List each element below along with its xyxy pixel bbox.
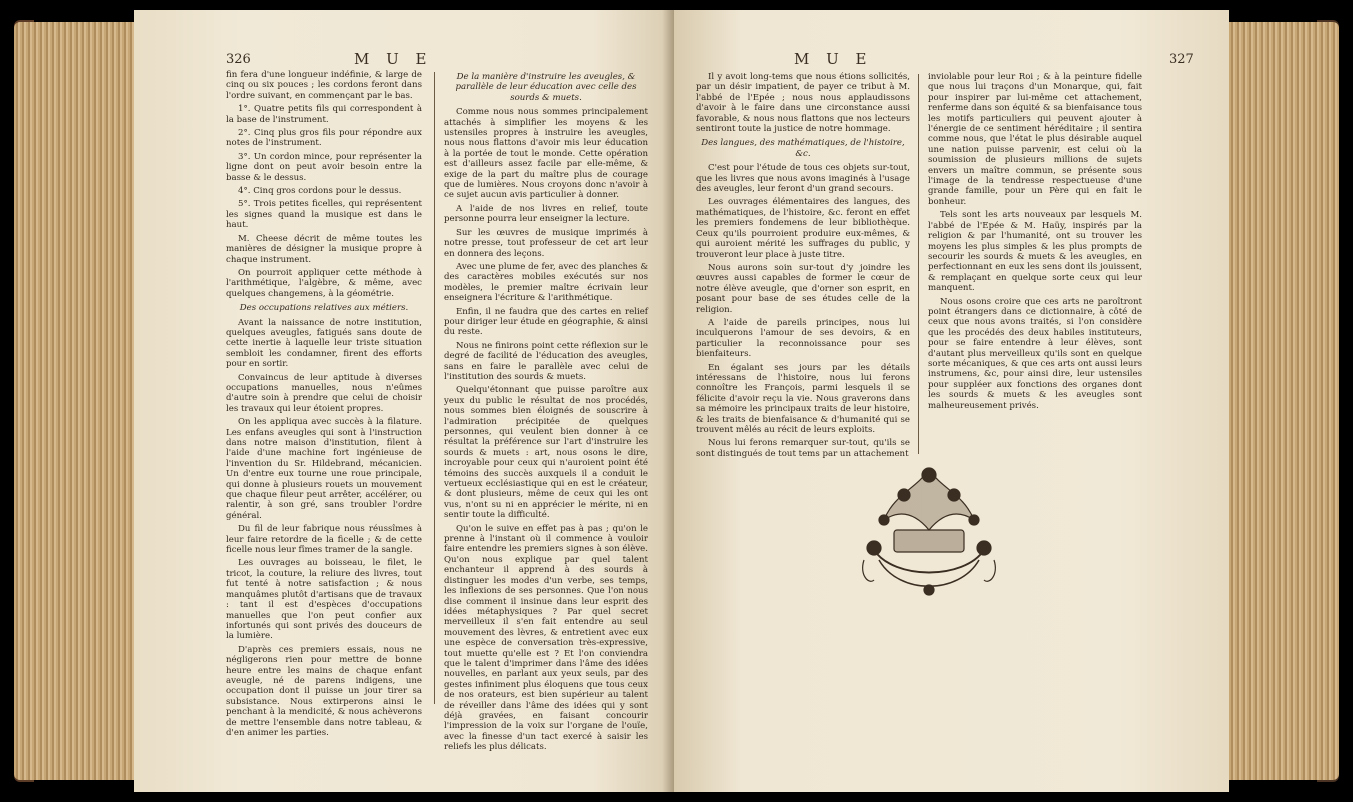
floral-vignette-icon — [854, 450, 1004, 610]
paragraph: Convaincus de leur aptitude à diverses occupations manuelles, nous n'eûmes d'autre soin à prendre que celui de choisir les travaux qui leur étoient propres. — [226, 372, 422, 414]
paragraph: Comme nous nous sommes principalement attachés à simplifier les moyens & les ustensiles propres à instruire les aveugles, nous nous flattons d'avoir mis leur éducation à la portée de tout le monde. Cette opération est d'ailleurs assez facile par elle-même, & exige de la part du maître plus de courage que de lumières. Nous croyons donc n'avoir à ce sujet aucun avis particulier à donner. — [444, 107, 648, 201]
page-number: 326 — [226, 52, 251, 67]
paragraph: Tels sont les arts nouveaux par lesquels M. l'abbé de l'Epée & M. Haüy, inspirés par la religion & par l'humanité, ont su trouver les moyens les plus simples & les plus prompts de secourir les sourds & muets & les aveugles, en perfectionnant en eux les sens dont ils jouissent, & remplaçant en quelque sorte ceux qui leur manquent. — [928, 210, 1142, 294]
paragraph: Sur les œuvres de musique imprimés à notre presse, tout professeur de cet art leur en donnera des leçons. — [444, 227, 648, 259]
paragraph: A l'aide de nos livres en relief, toute personne pourra leur enseigner la lecture. — [444, 203, 648, 225]
paragraph: 1°. Quatre petits fils qui correspondent à la base de l'instrument. — [226, 104, 422, 125]
paragraph: 2°. Cinq plus gros fils pour répondre aux notes de l'instrument. — [226, 128, 422, 149]
section-heading: Des occupations relatives aux métiers. — [239, 303, 409, 314]
right-column-2 — [928, 72, 1142, 456]
paragraph: inviolable pour leur Roi ; & à la peinture fidelle que nous lui traçons d'un Monarque, qui, fait pour inspirer par lui-même cet attachement, renferme dans son équité & sa bienfaisance tous les motifs particuliers qui peuvent ajouter à l'énergie de ce sentiment héréditaire ; il sentira comme nous, que l'état le plus désirable auquel une nation puisse parvenir, est celui où la soumission de plusieurs millions de sujets envers un maître commun, se présente sous l'image de la tendresse respectueuse d'une grande famille, pour un Père qui en fait le bonheur. — [928, 72, 1142, 207]
paragraph: Les ouvrages élémentaires des langues, des mathématiques, de l'histoire, &c. feront en effet les premiers fondemens de leur bibliothèque. Ceux qu'ils pourroient produire eux-mêmes, & qui auroient mérité les suffrages du public, y trouveront leur place à juste titre. — [696, 197, 910, 260]
paragraph: 4°. Cinq gros cordons pour le dessus. — [238, 186, 402, 197]
section-heading: De la manière d'instruire les aveugles, & parallèle de leur éducation avec celle des sourds & muets. — [455, 72, 637, 103]
paragraph: On les appliqua avec succès à la filature. Les enfans aveugles qui sont à l'instruction dans notre maison d'institution, filent à l'aide d'une machine fort ingénieuse de l'invention du Sr. Hildebrand, mécanicien. Un d'entre eux tourne une roue principale, qui donne à plusieurs rouets un mouvement que chaque fileur peut arrêter, accélérer, ou ralentir, à son gré, sans troubler l'ordre général. — [226, 417, 422, 521]
paragraph: Nous osons croire que ces arts ne paroîtront point étrangers dans ce dictionnaire, à côté de ceux que nous avons traités, si l'on considère que les procédés des deux habiles instituteurs, pour se faire entendre à leur élèves, sont d'autant plus merveilleux qu'ils sont en quelque sorte mécaniques, & que ces arts ont aussi leurs instrumens, &c, pour ainsi dire, leur ustensiles pour suppléer aux fonctions des organes dont les sourds & muets & les aveugles sont malheureusement privés. — [928, 296, 1142, 411]
column-rule — [434, 72, 435, 704]
running-head: M U E — [794, 50, 873, 68]
paragraph: 5°. Trois petites ficelles, qui représentent les signes quand la musique est dans le haut. — [226, 199, 422, 231]
paragraph: Nous lui ferons remarquer sur-tout, qu'ils se sont distingués de tout tems par un attachement — [696, 438, 910, 459]
column-rule — [918, 74, 919, 454]
page-edges-right — [1229, 22, 1339, 780]
paragraph: Nous aurons soin sur-tout d'y joindre les œuvres aussi capables de former le cœur de notre élève aveugle, que d'orner son esprit, en posant pour base de ses études celle de la religion. — [696, 262, 910, 315]
paragraph: Avec une plume de fer, avec des planches & des caractères mobiles exécutés sur nos modèles, le premier maître écrivain leur enseignera l'écriture & l'arithmétique. — [444, 261, 648, 304]
left-page — [134, 10, 674, 792]
right-column-1 — [696, 72, 910, 459]
page-number: 327 — [1169, 52, 1194, 67]
left-column-2 — [444, 72, 648, 753]
left-column-1 — [226, 70, 422, 782]
paragraph: On pourroit appliquer cette méthode à l'arithmétique, l'algèbre, & même, avec quelques changemens, à la géométrie. — [226, 267, 422, 299]
paragraph: Qu'on le suive en effet pas à pas ; qu'on le prenne à l'instant où il commence à vouloir faire entendre les premiers signes à son élève. Qu'on nous explique par quel talent enchanteur il apprend à des sourds à distinguer les modes d'un verbe, ses temps, les inflexions de ses personnes. Que l'on nous dise comment il insinue dans leur esprit des idées métaphysiques ? Par quel secret merveilleux il s'en fait entendre au seul mouvement des lèvres, & entretient avec eux une espèce de conversation très-expressive, tout muette qu'elle est ? Et l'on conviendra que le talent d'imprimer dans l'âme des idées nouvelles, en parlant aux yeux seuls, par des gestes infiniment plus éloquens que tous ceux de nos orateurs, est bien supérieur au talent de réveiller dans l'âme des idées qui y sont déjà gravées, en faisant concourir l'impression de la voix sur l'organe de l'ouïe, avec la finesse d'un tact exercé à saisir les reliefs les plus délicats. — [444, 523, 648, 753]
running-head: M U E — [354, 50, 433, 68]
paragraph: D'après ces premiers essais, nous ne négligerons rien pour mettre de bonne heure entre les mains de chaque enfant aveugle, né de parens indigens, une occupation dont il puisse un jour tirer sa subsistance. Nous extirperons ainsi le penchant à la mendicité, & nous achèverons de mettre l'ensemble dans notre tableau, & d'en animer les parties. — [226, 644, 422, 738]
paragraph: Du fil de leur fabrique nous réussîmes à leur faire retordre de la ficelle ; & de cette ficelle nous leur fîmes tramer de la sangle. — [226, 524, 422, 556]
paragraph: M. Cheese décrit de même toutes les manières de désigner la musique propre à chaque instrument. — [226, 233, 422, 265]
right-page — [674, 10, 1229, 792]
paragraph: En égalant ses jours par les détails intéressans de l'histoire, nous lui ferons connoître les François, parmi lesquels il se félicite d'avoir reçu la vie. Nous graverons dans sa mémoire les principaux traits de leur histoire, & les traits de bienfaisance & d'humanité qui se trouvent mêlés au récit de leurs exploits. — [696, 362, 910, 435]
section-heading: Des langues, des mathématiques, de l'histoire, &c. — [701, 138, 905, 159]
paragraph: Enfin, il ne faudra que des cartes en relief pour diriger leur étude en géographie, & ainsi du reste. — [444, 306, 648, 338]
paragraph: Il y avoit long-tems que nous étions sollicités, par un désir impatient, de payer ce tribut à M. l'abbé de l'Epée ; nous nous applaudissons d'avoir à le faire dans une circonstance aussi favorable, & nous nous flattons que nos lecteurs sentiront toute la justice de notre hommage. — [696, 72, 910, 135]
paragraph: 3°. Un cordon mince, pour représenter la ligne dont on peut avoir besoin entre la basse & le dessus. — [226, 151, 422, 183]
paragraph: Avant la naissance de notre institution, quelques aveugles, fatigués sans doute de cette inertie à laquelle leur triste situation sembloit les condamner, firent des efforts pour en sortir. — [226, 317, 422, 370]
paragraph: Quelqu'étonnant que puisse paroître aux yeux du public le résultat de nos procédés, nous sommes bien éloignés de souscrire à l'admiration précipitée de quelques personnes, qui veulent bien donner à ce résultat la préférence sur l'art d'instruire les sourds & muets : art, nous osons le dire, incroyable pour ceux qui n'auroient point été témoins des succès auxquels il a conduit le vertueux ecclésiastique qui en est le créateur, & dont plusieurs, même de ceux qui les ont vus, n'ont su ni en apprécier le mérite, ni en sentir toute la difficulté. — [444, 385, 648, 521]
page-edges-left — [14, 22, 144, 780]
paragraph: Nous ne finirons point cette réflexion sur le degré de facilité de l'éducation des aveugles, sans en faire le parallèle avec celui de l'institution des sourds & muets. — [444, 340, 648, 382]
paragraph: A l'aide de pareils principes, nous lui inculquerons l'amour de ses devoirs, & en particulier la reconnoissance pour ses bienfaiteurs. — [696, 317, 910, 360]
paragraph: fin fera d'une longueur indéfinie, & large de cinq ou six pouces ; les cordons feront dans l'ordre suivant, en commençant par le bas. — [226, 70, 422, 101]
paragraph: Les ouvrages au boisseau, le filet, le tricot, la couture, la reliure des livres, tout fut tenté à notre satisfaction ; & nous manquâmes plutôt d'artisans que de travaux : tant il est d'espèces d'occupations manuelles que l'on peut confier aux infortunés qui sont privés des douceurs de la lumière. — [226, 558, 422, 642]
paragraph: C'est pour l'étude de tous ces objets sur-tout, que les livres que nous avons imaginés à l'usage des aveugles, leur feront d'un grand secours. — [696, 163, 910, 195]
open-book — [14, 10, 1339, 792]
